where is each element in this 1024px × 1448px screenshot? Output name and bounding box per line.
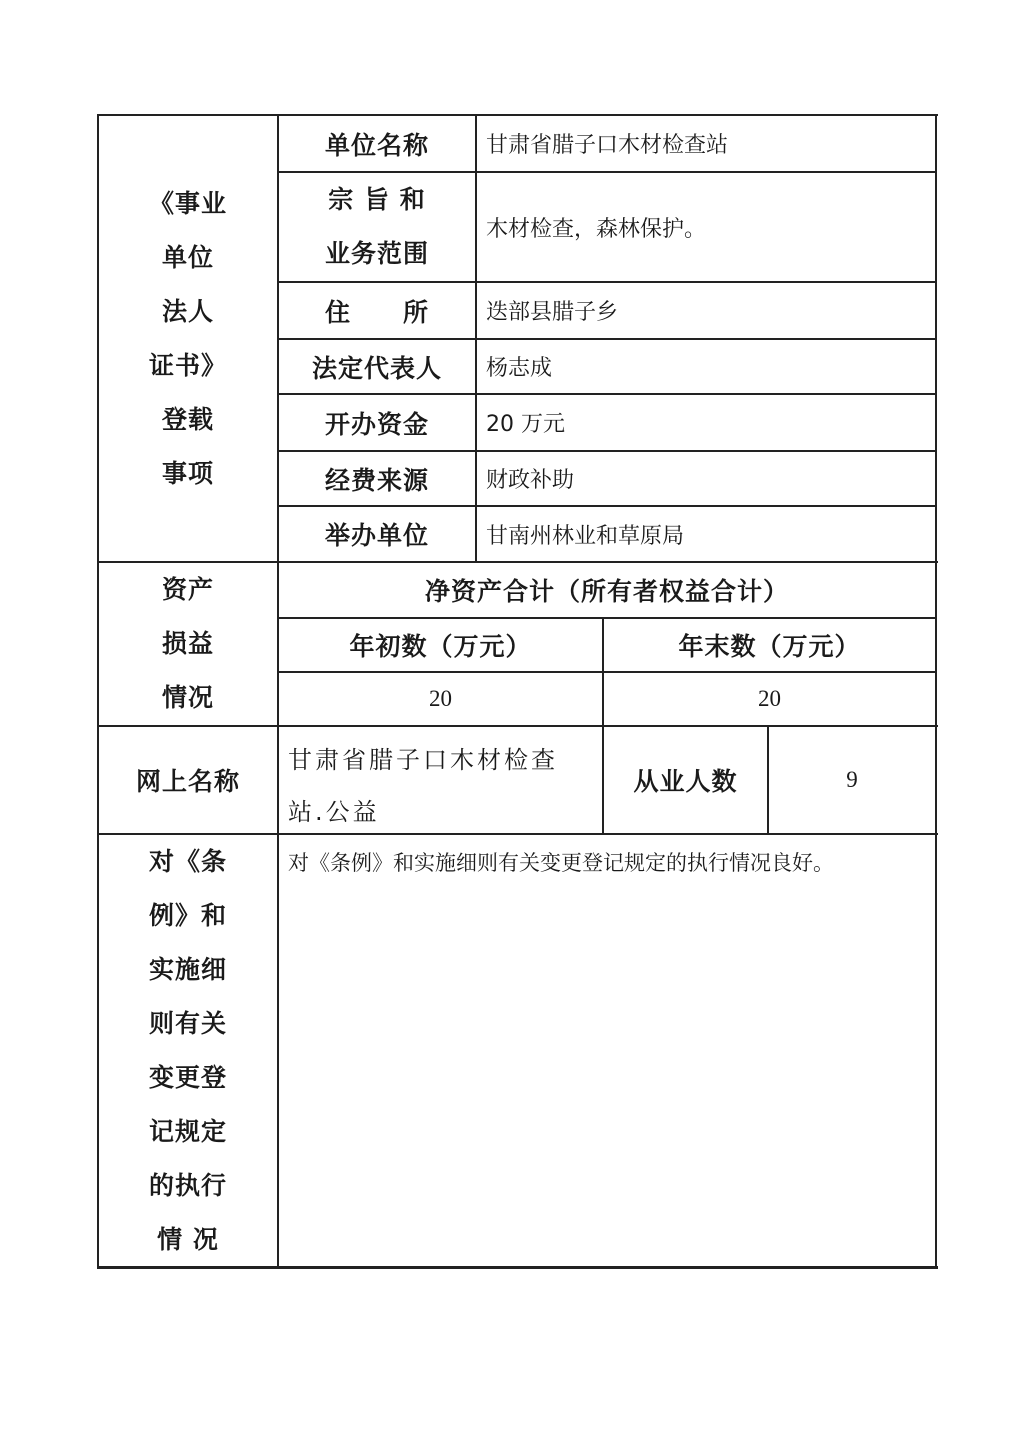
sponsor-label: 举办单位 [324,521,429,550]
execution-text: 对《条例》和实施细则有关变更登记规定的执行情况良好。 [288,851,834,875]
legal-rep-value: 杨志成 [486,356,553,381]
end-year-value: 20 [758,686,781,711]
purpose-scope-label: 宗 旨 和 业务范围 [324,185,429,268]
registration-section-label: 《事业 单位 法人 证书》 登载 事项 [148,188,227,488]
online-name-value: 甘肃省腊子口木材检查 站.公益 [288,746,558,826]
begin-year-value: 20 [429,686,452,711]
funding-source-value: 财政补助 [486,468,575,493]
end-year-header: 年末数（万元） [678,632,861,661]
capital-value: 20 万元 [486,412,565,437]
assets-section-label: 资产 损益 情况 [161,575,214,712]
execution-section-label: 对《条 例》和 实施细 则有关 变更登 记规定 的执行 情 况 [148,847,227,1254]
begin-year-header: 年初数（万元） [349,632,532,661]
funding-source-label: 经费来源 [324,465,429,495]
capital-label: 开办资金 [324,409,429,439]
staff-count-value: 9 [846,767,858,792]
online-name-label: 网上名称 [135,767,240,796]
legal-rep-label: 法定代表人 [311,353,442,383]
address-label: 住 所 [324,297,429,327]
address-value: 迭部县腊子乡 [486,300,619,325]
staff-count-label: 从业人数 [633,767,738,796]
unit-name-label: 单位名称 [324,130,429,160]
unit-name-value: 甘肃省腊子口木材检查站 [486,133,729,158]
sponsor-value: 甘南州林业和草原局 [486,523,685,549]
net-assets-title: 净资产合计（所有者权益合计） [424,577,789,606]
purpose-scope-value: 木材检查，森林保护。 [486,216,707,242]
